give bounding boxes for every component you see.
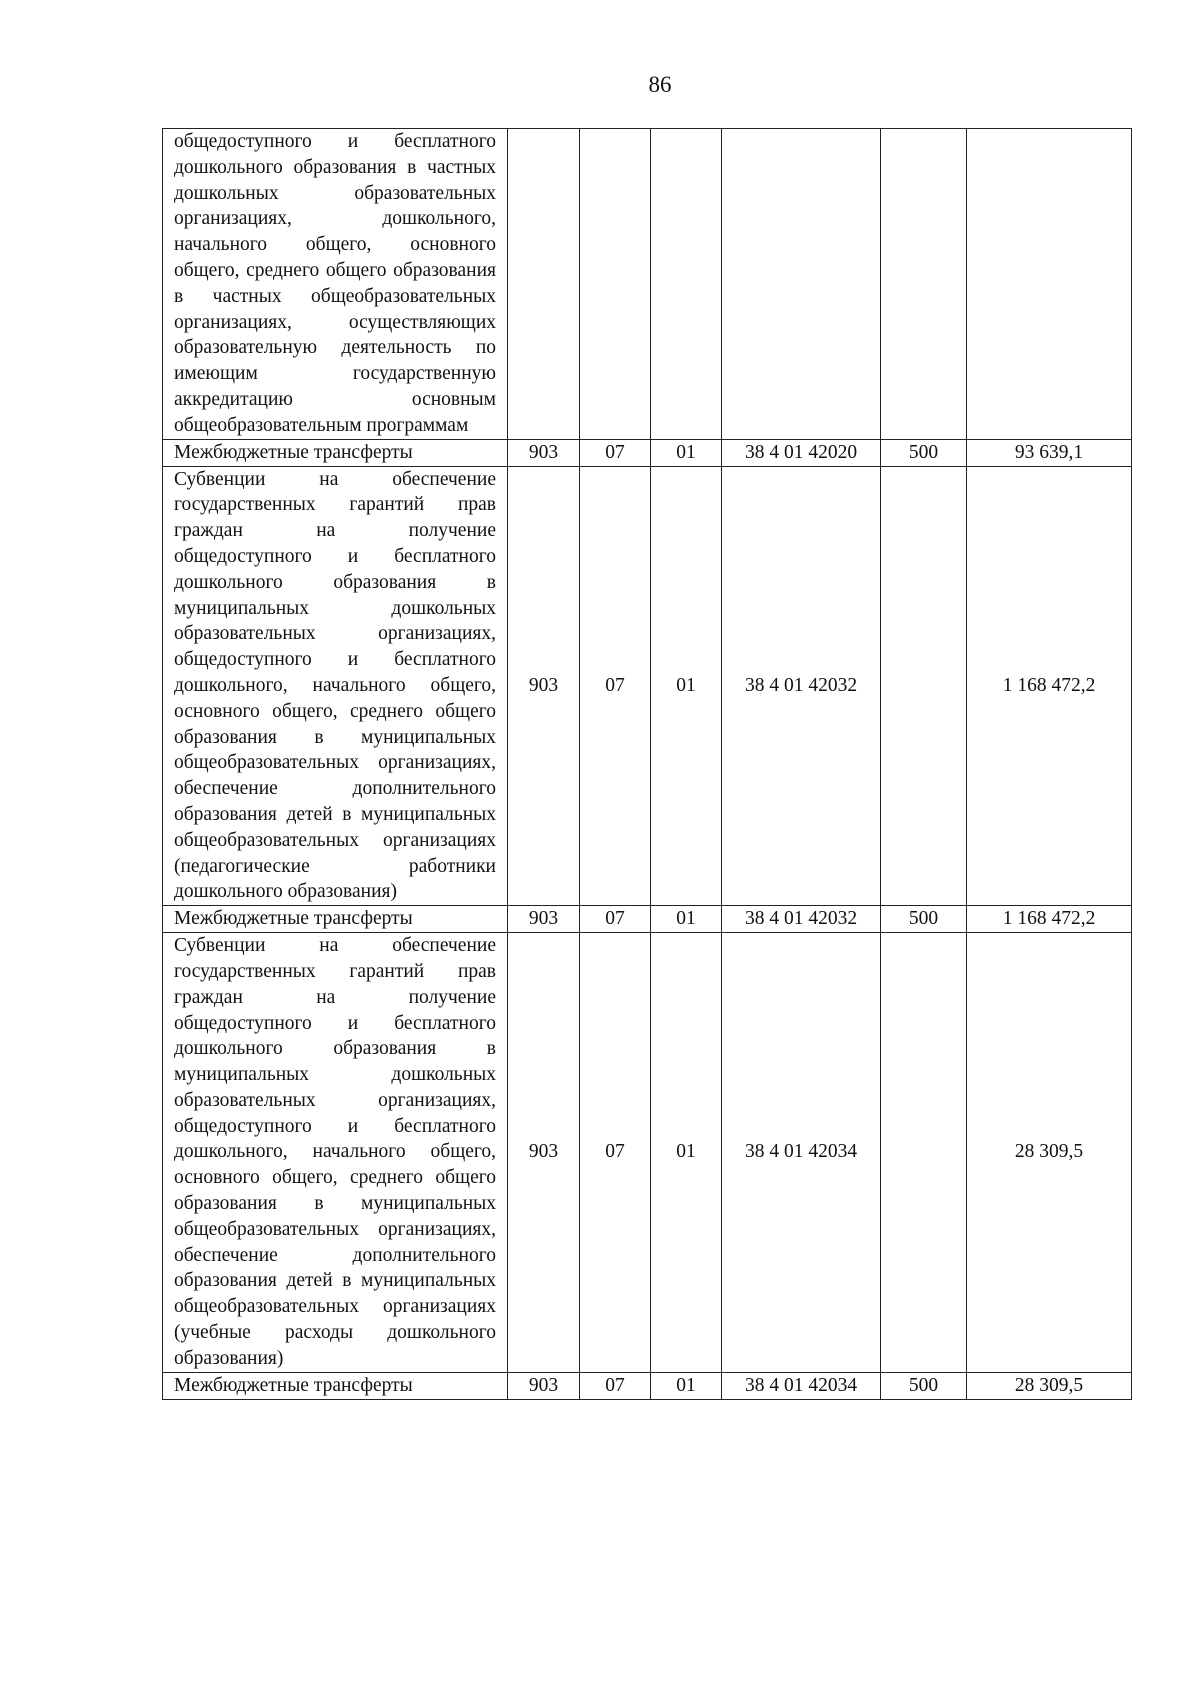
section-cell — [580, 129, 651, 440]
amount-cell — [967, 129, 1132, 440]
target-article-cell: 38 4 01 42034 — [722, 933, 881, 1373]
section-cell: 07 — [580, 933, 651, 1373]
target-article-cell: 38 4 01 42034 — [722, 1372, 881, 1399]
amount-cell: 93 639,1 — [967, 439, 1132, 466]
subsection-cell: 01 — [651, 1372, 722, 1399]
row-name: Субвенции на обеспечение государственных гарантий прав граждан на получение общедоступного и бесплатного дошкольного образования в муниципальных дошкольных образовательных организациях, общедоступного и бесплатного дошкольного, начального общего, основного общего, среднего общего образования в муниципальных общеобразовательных организациях, обеспечение дополнительного образования детей в муниципальных общеобразовательных организациях (педагогические работники дошкольного образования) — [163, 466, 508, 906]
amount-cell: 1 168 472,2 — [967, 906, 1132, 933]
amount-cell: 1 168 472,2 — [967, 466, 1132, 906]
table-row — [163, 129, 1132, 440]
table-row — [163, 466, 1132, 906]
target-article-cell: 38 4 01 42020 — [722, 439, 881, 466]
expense-type-cell: 500 — [881, 1372, 967, 1399]
expense-type-cell — [881, 466, 967, 906]
grbs-cell: 903 — [508, 466, 580, 906]
target-article-cell: 38 4 01 42032 — [722, 906, 881, 933]
subsection-cell: 01 — [651, 466, 722, 906]
grbs-cell: 903 — [508, 1372, 580, 1399]
subsection-cell — [651, 129, 722, 440]
section-cell: 07 — [580, 1372, 651, 1399]
amount-cell: 28 309,5 — [967, 1372, 1132, 1399]
section-cell: 07 — [580, 439, 651, 466]
section-cell: 07 — [580, 466, 651, 906]
row-name: Субвенции на обеспечение государственных гарантий прав граждан на получение общедоступного и бесплатного дошкольного образования в муниципальных дошкольных образовательных организациях, общедоступного и бесплатного дошкольного, начального общего, основного общего, среднего общего образования в муниципальных общеобразовательных организациях, обеспечение дополнительного образования детей в муниципальных общеобразовательных организациях (учебные расходы дошкольного образования) — [163, 933, 508, 1373]
row-name: Межбюджетные трансферты — [163, 439, 508, 466]
table-row — [163, 1372, 1132, 1399]
amount-cell: 28 309,5 — [967, 933, 1132, 1373]
row-name: Межбюджетные трансферты — [163, 1372, 508, 1399]
table-row — [163, 906, 1132, 933]
section-cell: 07 — [580, 906, 651, 933]
subsection-cell: 01 — [651, 439, 722, 466]
row-name: Межбюджетные трансферты — [163, 906, 508, 933]
subsection-cell: 01 — [651, 933, 722, 1373]
expense-type-cell — [881, 933, 967, 1373]
expense-type-cell: 500 — [881, 906, 967, 933]
budget-table — [162, 128, 1132, 1400]
target-article-cell — [722, 129, 881, 440]
grbs-cell: 903 — [508, 906, 580, 933]
grbs-cell: 903 — [508, 439, 580, 466]
target-article-cell: 38 4 01 42032 — [722, 466, 881, 906]
grbs-cell: 903 — [508, 933, 580, 1373]
table-row — [163, 439, 1132, 466]
grbs-cell — [508, 129, 580, 440]
expense-type-cell — [881, 129, 967, 440]
row-name: общедоступного и бесплатного дошкольного образования в частных дошкольных образовательных организациях, дошкольного, начального общего, основного общего, среднего общего образования в частных общеобразовательных организациях, осуществляющих образовательную деятельность по имеющим государственную аккредитацию основным общеобразовательным программам — [163, 129, 508, 440]
page-number: 86 — [648, 72, 672, 97]
table-row — [163, 933, 1132, 1373]
subsection-cell: 01 — [651, 906, 722, 933]
expense-type-cell: 500 — [881, 439, 967, 466]
